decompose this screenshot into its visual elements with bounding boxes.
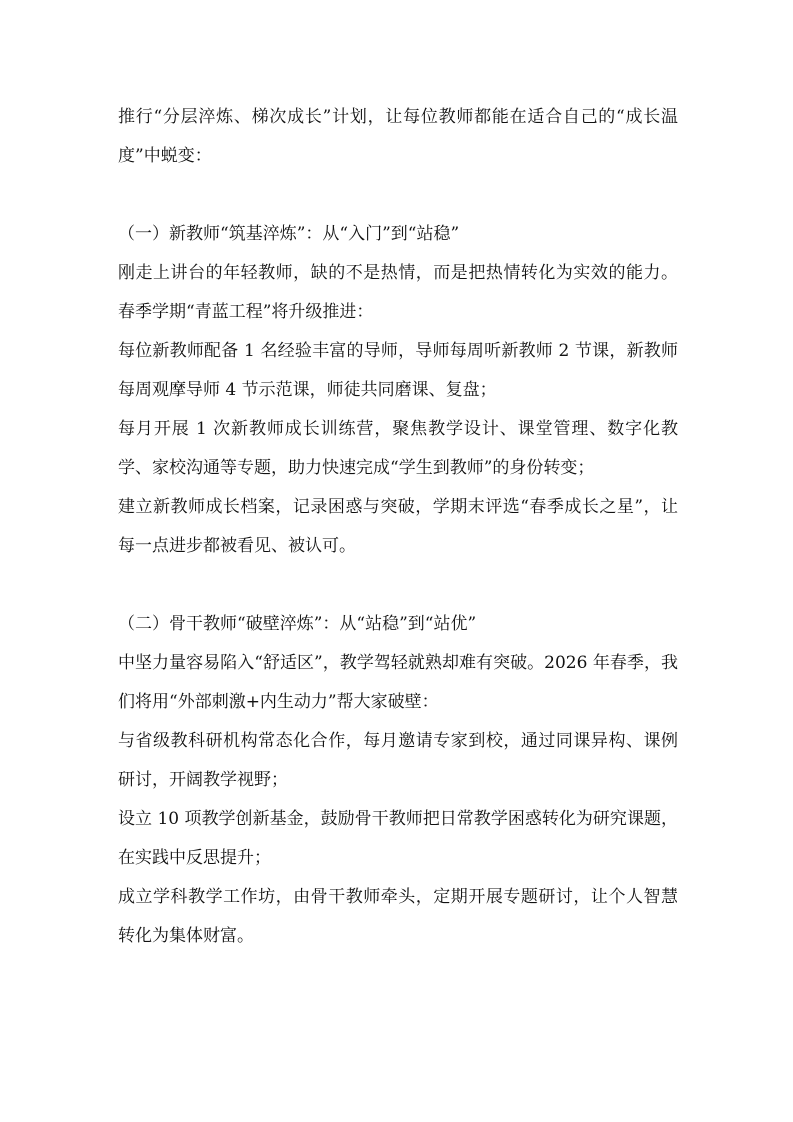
- section-spacer: [118, 176, 678, 215]
- section-paragraph: 每位新教师配备 1 名经验丰富的导师，导师每周听新教师 2 节课，新教师每周观摩导师 4 节示范课，师徒共同磨课、复盘；: [118, 341, 678, 400]
- section-paragraph: 中坚力量容易陷入“舒适区”，教学驾轻就熟却难有突破。2026 年春季，我们将用“外部刺激+内生动力”帮大家破壁：: [118, 653, 678, 712]
- section-paragraph: 建立新教师成长档案，记录困惑与突破，学期末评选“春季成长之星”，让每一点进步都被看见、被认可。: [118, 497, 678, 556]
- section-backbone-teachers: [118, 605, 678, 956]
- document-body: [118, 98, 678, 956]
- section-spacer: [118, 566, 678, 605]
- section-paragraph: 成立学科教学工作坊，由骨干教师牵头，定期开展专题研讨，让个人智慧转化为集体财富。: [118, 887, 678, 946]
- section-paragraph: 刚走上讲台的年轻教师，缺的不是热情，而是把热情转化为实效的能力。春季学期“青蓝工程”将升级推进：: [118, 263, 678, 322]
- section-paragraph: 与省级教科研机构常态化合作，每月邀请专家到校，通过同课异构、课例研讨，开阔教学视野；: [118, 731, 678, 790]
- section-heading: （二）骨干教师“破壁淬炼”：从“站稳”到“站优”: [118, 614, 477, 634]
- section-paragraph: 每月开展 1 次新教师成长训练营，聚焦教学设计、课堂管理、数字化教学、家校沟通等专题，助力快速完成“学生到教师”的身份转变；: [118, 419, 678, 478]
- section-paragraph: 设立 10 项教学创新基金，鼓励骨干教师把日常教学困惑转化为研究课题，在实践中反思提升；: [118, 809, 678, 868]
- intro-paragraph: 推行“分层淬炼、梯次成长”计划，让每位教师都能在适合自己的“成长温度”中蜕变：: [118, 107, 678, 166]
- section-heading: （一）新教师“筑基淬炼”：从“入门”到“站稳”: [118, 224, 460, 244]
- section-new-teachers: [118, 215, 678, 566]
